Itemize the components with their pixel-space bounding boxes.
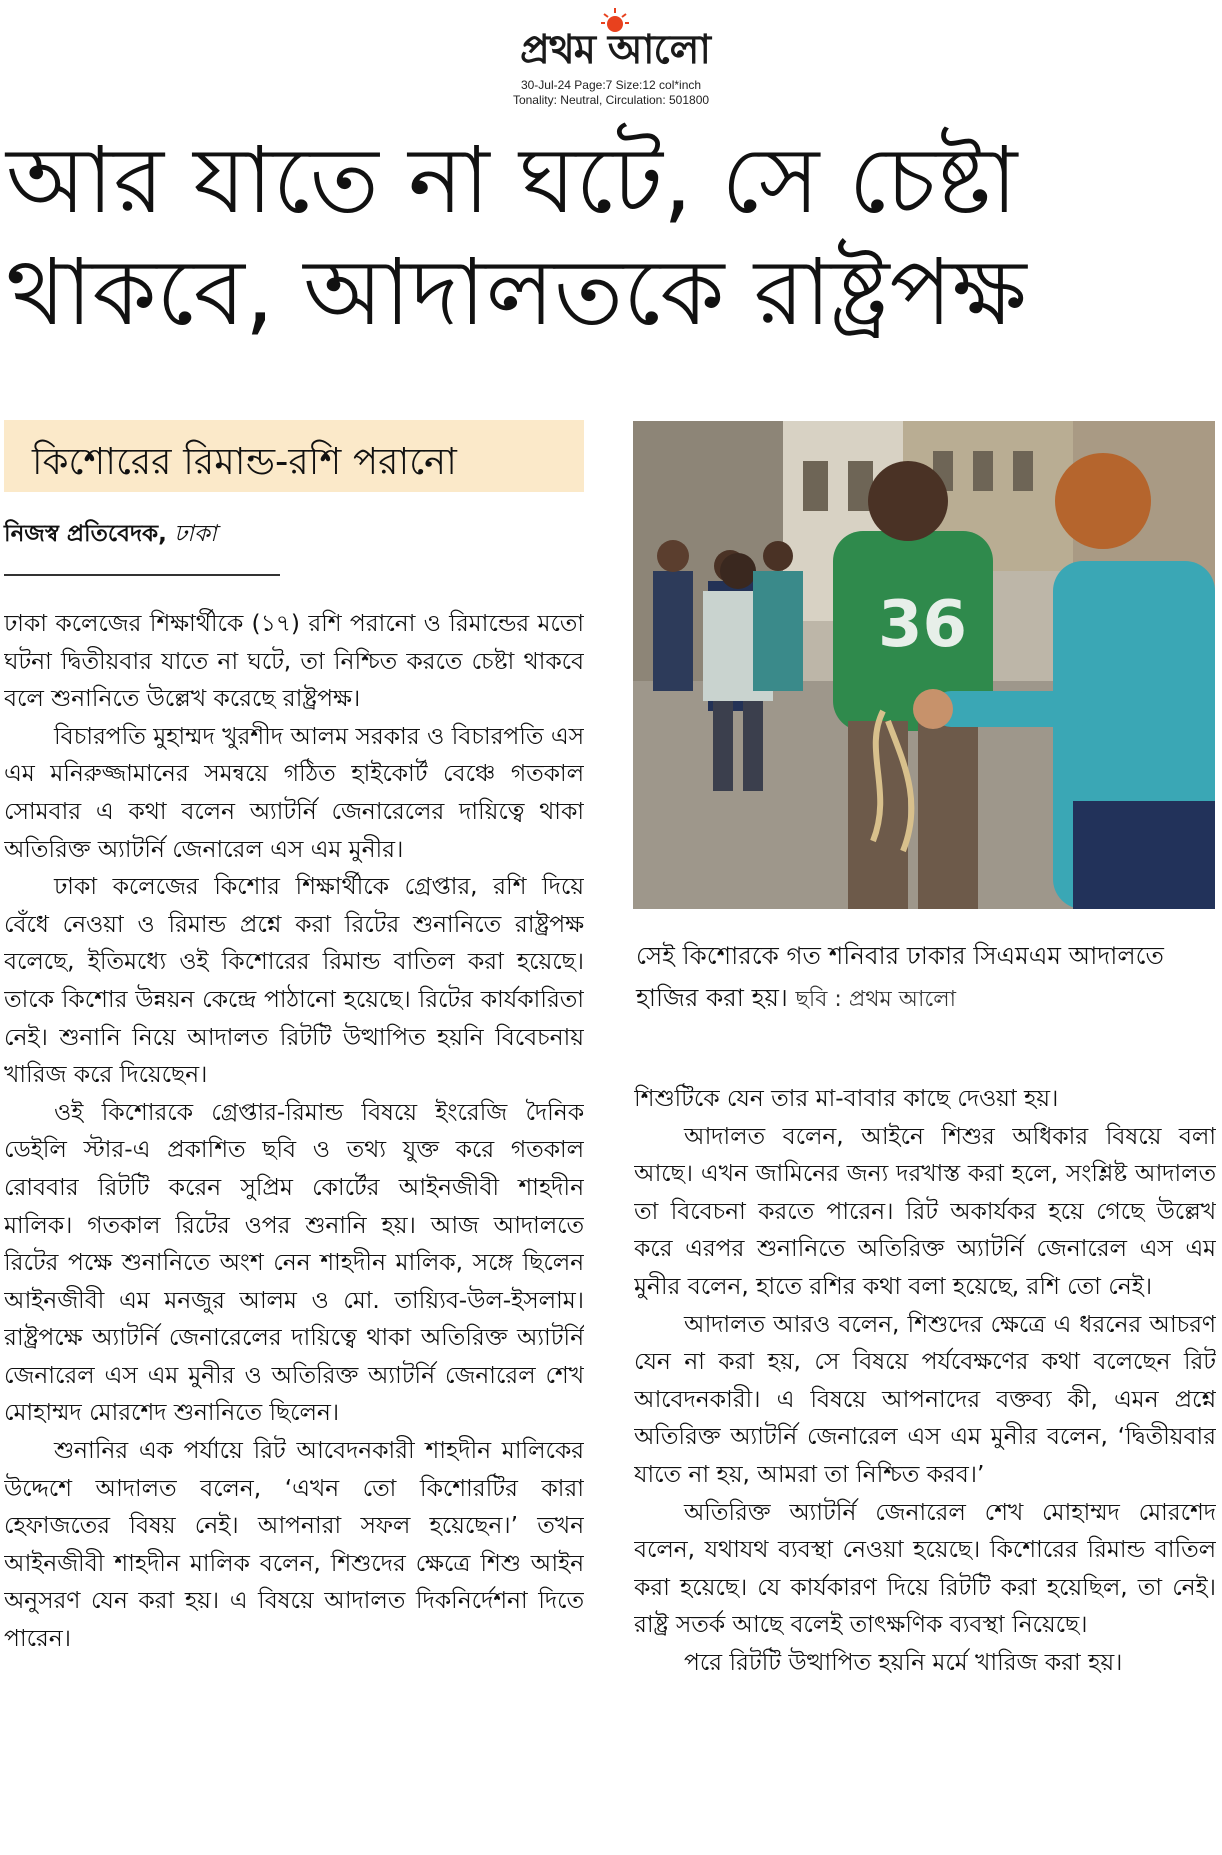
paragraph: বিচারপতি মুহাম্মদ খুরশীদ আলম সরকার ও বিচারপতি এস এম মনিরুজ্জামানের সমন্বয়ে গঠিত হাইকোর্ট বেঞ্চে গতকাল সোমবার এ কথা বলেন অ্যাটর্নি জেনারেলের দায়িত্বে থাকা অতিরিক্ত অ্যাটর্নি জেনারেল এস এম মুনীর। — [4, 722, 584, 863]
byline-location: ঢাকা — [174, 521, 217, 547]
photo-illustration — [633, 421, 1215, 909]
kicker-box — [4, 420, 584, 492]
news-photo — [633, 421, 1215, 909]
byline-rule — [4, 574, 280, 576]
paragraph: ওই কিশোরকে গ্রেপ্তার-রিমান্ড বিষয়ে ইংরেজি দৈনিক ডেইলি স্টার-এ প্রকাশিত ছবি ও তথ্য যুক্ত করে গতকাল রোববার রিটটি করেন সুপ্রিম কোর্টের আইনজীবী শাহদীন মালিক। গতকাল রিটের ওপর শুনানি হয়। আজ আদালতে রিটের পক্ষে শুনানিতে অংশ নেন শাহদীন মালিক, সঙ্গে ছিলেন আইনজীবী এম মনজুর আলম ও মো. তায়্যিব-উল-ইসলাম। রাষ্ট্রপক্ষে অ্যাটর্নি জেনারেলের দায়িত্বে থাকা অতিরিক্ত অ্যাটর্নি জেনারেল এস এম মুনীর ও অতিরিক্ত অ্যাটর্নি জেনারেল শেখ মোহাম্মদ মোরশেদ শুনানিতে ছিলেন। — [4, 1098, 584, 1427]
headline-line-2: থাকবে, আদালতকে রাষ্ট্রপক্ষ — [6, 239, 1027, 346]
logo-wordmark: প্রথম আলো — [519, 27, 711, 73]
masthead — [0, 0, 1222, 110]
clipping-meta-line1: 30-Jul-24 Page:7 Size:12 col*inch — [520, 78, 702, 92]
byline-reporter: নিজস্ব প্রতিবেদক, — [4, 521, 167, 547]
paragraph: পরে রিটটি উত্থাপিত হয়নি মর্মে খারিজ করা হয়। — [684, 1648, 1123, 1676]
paragraph: ঢাকা কলেজের শিক্ষার্থীকে (১৭) রশি পরানো ও রিমান্ডের মতো ঘটনা দ্বিতীয়বার যাতে না ঘটে, তা নিশ্চিত করতে চেষ্টা থাকবে বলে শুনানিতে উল্লেখ করেছে রাষ্ট্রপক্ষ। — [4, 610, 584, 713]
caption-text: সেই কিশোরকে গত শনিবার ঢাকার সিএমএম আদালতে হাজির করা হয়। — [636, 941, 1164, 1012]
headline — [0, 125, 1222, 349]
paragraph: অতিরিক্ত অ্যাটর্নি জেনারেল শেখ মোহাম্মদ মোরশেদ বলেন, যথাযথ ব্যবস্থা নেওয়া হয়েছে। কিশোরের রিমান্ড বাতিল করা হয়েছে। যে কার্যকারণ দিয়ে রিটটি করা হয়েছিল, তা নেই। রাষ্ট্র সতর্ক আছে বলেই তাৎক্ষণিক ব্যবস্থা নিয়েছে। — [634, 1498, 1216, 1639]
headline-line-1: আর যাতে না ঘটে, সে চেষ্টা — [6, 127, 1018, 234]
paragraph: ঢাকা কলেজের কিশোর শিক্ষার্থীকে গ্রেপ্তার, রশি দিয়ে বেঁধে নেওয়া ও রিমান্ড প্রশ্নে করা রিটের শুনানিতে রাষ্ট্রপক্ষ বলেছে, ইতিমধ্যে ওই কিশোরের রিমান্ড বাতিল করা হয়েছে। তাকে কিশোর উন্নয়ন কেন্দ্রে পাঠানো হয়েছে। রিটের কার্যকারিতা নেই। শুনানি নিয়ে আদালত রিটটি উত্থাপিত হয়নি বিবেচনায় খারিজ করে দিয়েছেন। — [4, 873, 584, 1089]
paragraph: শুনানির এক পর্যায়ে রিট আবেদনকারী শাহদীন মালিকের উদ্দেশে আদালত বলেন, ‘এখন তো কিশোরটির কারা হেফাজতের বিষয় নেই। আপনারা সফল হয়েছেন।’ তখন আইনজীবী শাহদীন মালিক বলেন, শিশুদের ক্ষেত্রে শিশু আইন অনুসরণ যেন করা হয়। এ বিষয়ে আদালত দিকনির্দেশনা দিতে পারেন। — [4, 1437, 584, 1653]
byline — [4, 515, 279, 554]
paragraph: শিশুটিকে যেন তার মা-বাবার কাছে দেওয়া হয়। — [634, 1085, 1059, 1112]
clipping-meta-line2: Tonality: Neutral, Circulation: 501800 — [512, 93, 710, 107]
jersey-number: 36 — [878, 588, 968, 662]
photo-caption — [636, 935, 1216, 1021]
article-column-right — [634, 1080, 1216, 1850]
paragraph: আদালত আরও বলেন, শিশুদের ক্ষেত্রে এ ধরনের আচরণ যেন না করা হয়, সে বিষয়ে পর্যবেক্ষণের কথা বলেছেন রিট আবেদনকারী। এ বিষয়ে আপনাদের বক্তব্য কী, এমন প্রশ্নে অতিরিক্ত অ্যাটর্নি জেনারেল এস এম মুনীর বলেন, ‘দ্বিতীয়বার যাতে না হয়, আমরা তা নিশ্চিত করব।’ — [634, 1310, 1216, 1488]
photo-credit: ছবি : প্রথম আলো — [795, 987, 956, 1012]
article-column-left — [4, 605, 584, 1850]
prothom-alo-logo — [470, 10, 760, 73]
paragraph: আদালত বলেন, আইনে শিশুর অধিকার বিষয়ে বলা আছে। এখন জামিনের জন্য দরখাস্ত করা হলে, সংশ্লিষ্ট আদালত তা বিবেচনা করতে পারেন। রিট অকার্যকর হয়ে গেছে উল্লেখ করে এরপর শুনানিতে অতিরিক্ত অ্যাটর্নি জেনারেল এস এম মুনীর বলেন, হাতে রশির কথা বলা হয়েছে, রশি তো নেই। — [634, 1122, 1216, 1300]
kicker-text: কিশোরের রিমান্ড-রশি পরানো — [32, 440, 457, 483]
